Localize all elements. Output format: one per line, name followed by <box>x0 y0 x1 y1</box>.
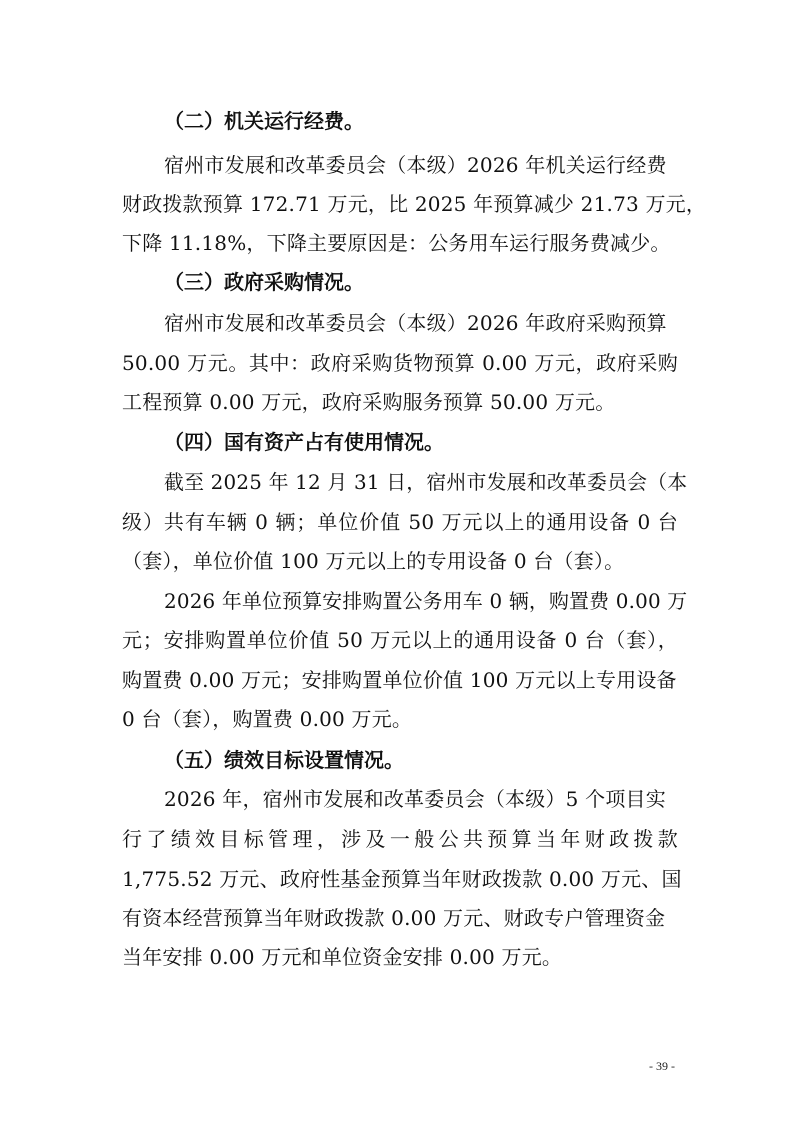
section-heading: （三）政府采购情况。 <box>164 270 364 294</box>
paragraph-line: 1,775.52 万元、政府性基金预算当年财政拨款 0.00 万元、国 <box>122 867 682 891</box>
paragraph-line: 当年安排 0.00 万元和单位资金安排 0.00 万元。 <box>122 945 563 969</box>
paragraph-line: 50.00 万元。其中：政府采购货物预算 0.00 万元，政府采购 <box>122 351 678 375</box>
paragraph-line: （套），单位价值 100 万元以上的专用设备 0 台（套）。 <box>122 549 625 573</box>
paragraph-line: 2026 年单位预算安排购置公务用车 0 辆，购置费 0.00 万 <box>164 589 688 613</box>
section-heading: （四）国有资产占有使用情况。 <box>164 430 444 454</box>
paragraph-line: 购置费 0.00 万元；安排购置单位价值 100 万元以上专用设备 <box>122 668 677 692</box>
paragraph-line: 工程预算 0.00 万元，政府采购服务预算 50.00 万元。 <box>122 390 616 414</box>
section-heading: （二）机关运行经费。 <box>164 109 364 133</box>
paragraph-line: 截至 2025 年 12 月 31 日，宿州市发展和改革委员会（本 <box>164 470 688 494</box>
paragraph-line: 下降 11.18%，下降主要原因是：公务用车运行服务费减少。 <box>122 231 671 255</box>
section-heading: （五）绩效目标设置情况。 <box>164 748 404 772</box>
page-number: - 39 - <box>649 1059 675 1073</box>
paragraph-line: 0 台（套），购置费 0.00 万元。 <box>122 707 413 731</box>
paragraph-line: 2026 年，宿州市发展和改革委员会（本级）5 个项目实 <box>164 787 666 811</box>
paragraph-line: 元；安排购置单位价值 50 万元以上的通用设备 0 台（套）， <box>122 628 678 652</box>
paragraph-line: 行了绩效目标管理，涉及一般公共预算当年财政拨款 <box>122 827 678 851</box>
paragraph-line: 宿州市发展和改革委员会（本级）2026 年政府采购预算 <box>164 311 667 335</box>
paragraph-line: 有资本经营预算当年财政拨款 0.00 万元、财政专户管理资金 <box>122 906 666 930</box>
paragraph-line: 级）共有车辆 0 辆；单位价值 50 万元以上的通用设备 0 台 <box>122 510 678 534</box>
paragraph-line: 财政拨款预算 172.71 万元，比 2025 年预算减少 21.73 万元， <box>122 192 707 216</box>
paragraph-line: 宿州市发展和改革委员会（本级）2026 年机关运行经费 <box>164 153 667 177</box>
